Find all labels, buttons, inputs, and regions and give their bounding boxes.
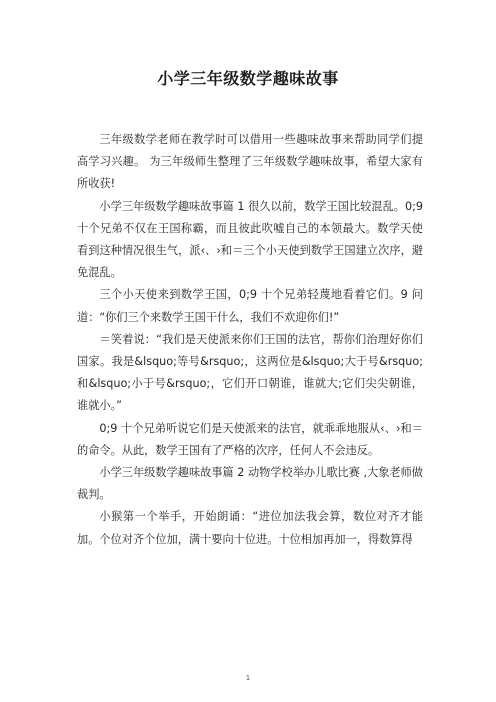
paragraph-story2-start: 小学三年级数学趣味故事篇 2 动物学校举办儿歌比赛 ,大象老师做裁判。 [77, 466, 423, 502]
paragraph-story1-start: 小学三年级数学趣味故事篇 1 很久以前，数学王国比较混乱。0;9 十个兄弟不仅在王国称霸，而且彼此吹嘘自己的本领最大。数学天使看到这种情况很生气，派‹、›和＝三个小天使到数学王国建立次序，避免混乱。 [77, 199, 423, 280]
document-title: 小学三年级数学趣味故事 [157, 69, 339, 88]
paragraph-monkey-recites: 小猴第一个举手，开始朗诵：“进位加法我会算，数位对齐才能加。个位对齐个位加，满十要向十位进。十位相加再加一，得数算得 [77, 510, 423, 546]
paragraph-angels-arrive: 三个小天使来到数学王国，0;9 十个兄弟轻蔑地看着它们。9 问道：“你们三个来数学王国干什么，我们不欢迎你们!” [77, 288, 423, 324]
paragraph-order-restored: 0;9 十个兄弟听说它们是天使派来的法官，就乖乖地服从‹、›和＝的命令。从此，数学王国有了严格的次序，任何人不会违反。 [77, 421, 423, 457]
paragraph-equals-speaks: ＝笑着说：“我们是天使派来你们王国的法官，帮你们治理好你们国家。我是&lsquo;等号&rsquo;，这两位是&lsquo;大于号&rsquo;和&lsquo;小于号&rsquo;，它们开口朝谁，谁就大;它们尖尖朝谁，谁就小。” [77, 332, 423, 413]
paragraph-intro: 三年级数学老师在教学时可以借用一些趣味故事来帮助同学们提高学习兴趣。 为三年级师生整理了三年级数学趣味故事，希望大家有所收获! [77, 133, 423, 191]
document-body [77, 129, 423, 551]
page-number: 1 [245, 674, 251, 682]
